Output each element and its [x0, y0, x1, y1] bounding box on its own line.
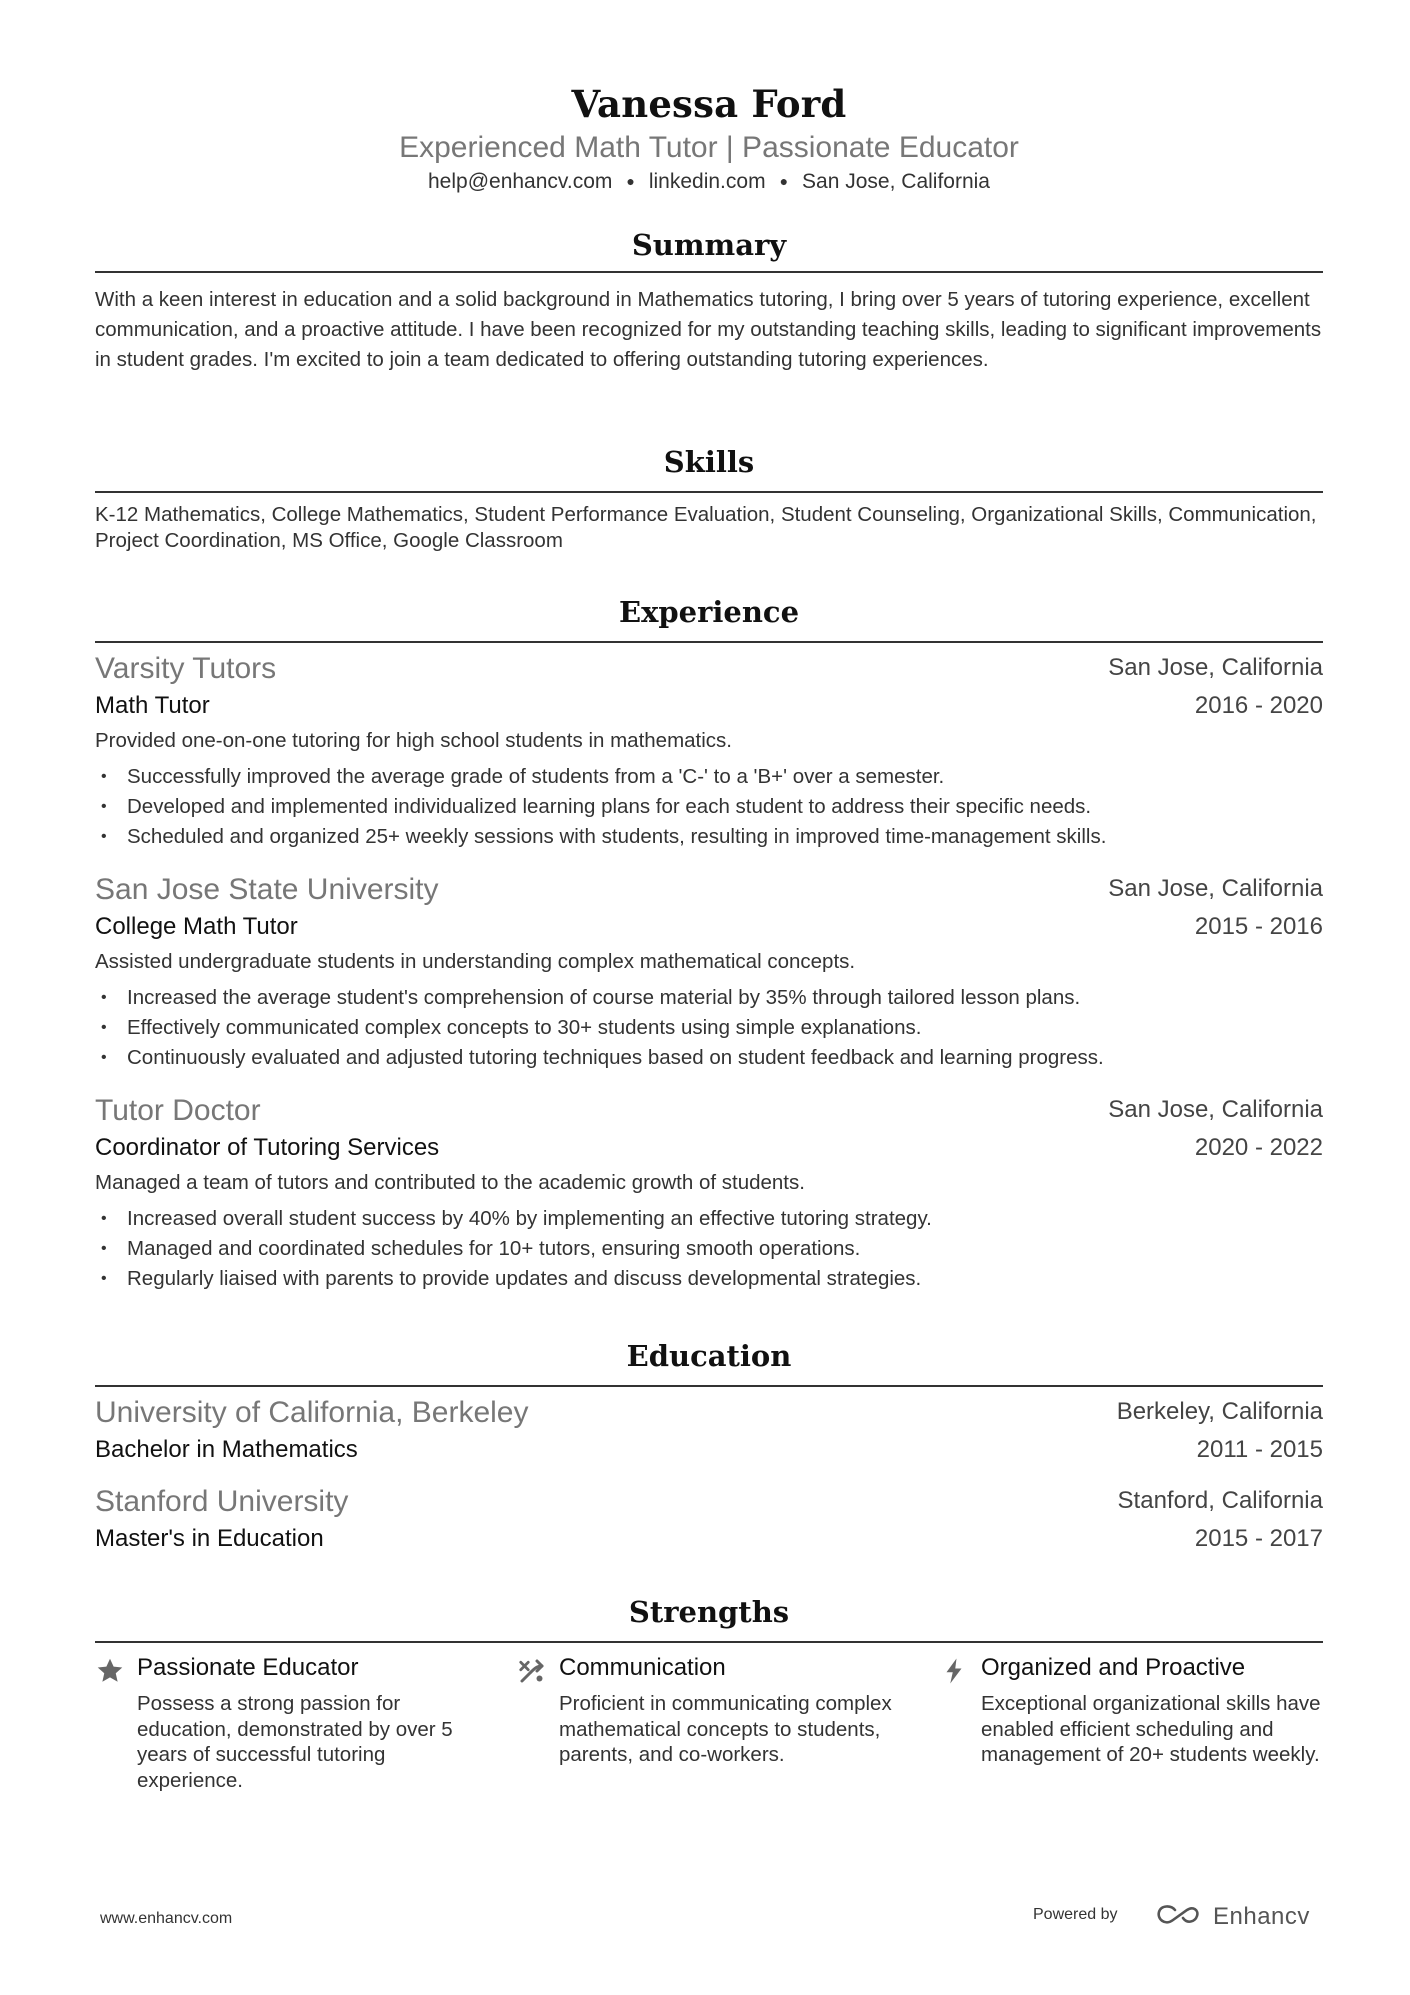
- list-item: • Successfully improved the average grade of students from a 'C-' to a 'B+' over a semester.: [95, 762, 1106, 792]
- strength-text: Possess a strong passion for education, demonstrated by over 5 years of successful tutoring experience.: [137, 1692, 453, 1792]
- job-dates: 2015 - 2016: [1194, 913, 1323, 940]
- job-description: Provided one-on-one tutoring for high school students in mathematics.: [95, 729, 733, 752]
- school-name: University of California, Berkeley: [95, 1396, 529, 1429]
- contact-line: [95, 170, 1323, 194]
- job-title: College Math Tutor: [95, 913, 298, 940]
- company-name: Varsity Tutors: [95, 652, 277, 685]
- list-item: • Developed and implemented individualized learning plans for each student to address their specific needs.: [95, 792, 1106, 822]
- job-description: Managed a team of tutors and contributed to the academic growth of students.: [95, 1171, 805, 1194]
- school-name: Stanford University: [95, 1485, 349, 1518]
- contact-linkedin[interactable]: linkedin.com: [648, 170, 766, 193]
- summary-heading: Summary: [631, 228, 787, 262]
- strength-text: Exceptional organizational skills have enabled efficient scheduling and management of 20+ students weekly.: [981, 1692, 1321, 1766]
- skills-heading: Skills: [663, 445, 755, 479]
- job-location: San Jose, California: [1108, 1096, 1323, 1123]
- contact-email[interactable]: help@enhancv.com: [428, 170, 613, 193]
- enhancv-logo-text: Enhancv: [1213, 1903, 1310, 1930]
- job-description: Assisted undergraduate students in understanding complex mathematical concepts.: [95, 950, 856, 973]
- footer-website[interactable]: www.enhancv.com: [100, 1910, 233, 1927]
- job-dates: 2016 - 2020: [1194, 692, 1323, 719]
- section-divider: [95, 1641, 1323, 1643]
- strength-title: Organized and Proactive: [981, 1654, 1246, 1681]
- job-title: Coordinator of Tutoring Services: [95, 1134, 440, 1161]
- job-location: San Jose, California: [1108, 875, 1323, 902]
- list-item: • Regularly liaised with parents to provide updates and discuss developmental strategies.: [95, 1264, 932, 1294]
- job-bullets: [95, 1204, 932, 1294]
- degree: Bachelor in Mathematics: [95, 1436, 358, 1463]
- lightning-icon: [939, 1656, 969, 1686]
- list-item: • Continuously evaluated and adjusted tutoring techniques based on student feedback and learning progress.: [95, 1043, 1104, 1073]
- section-divider: [95, 1385, 1323, 1387]
- strength-text: Proficient in communicating complex mathematical concepts to students, parents, and co-workers.: [559, 1692, 892, 1766]
- enhancv-logo-icon: [1153, 1902, 1203, 1932]
- section-divider: [95, 491, 1323, 493]
- strength-title: Communication: [559, 1654, 726, 1681]
- experience-heading: Experience: [618, 595, 800, 629]
- job-location: San Jose, California: [1108, 654, 1323, 681]
- job-dates: 2020 - 2022: [1194, 1134, 1323, 1161]
- separator-dot: ●: [626, 173, 635, 189]
- section-divider: [95, 641, 1323, 643]
- star-icon: [95, 1656, 125, 1686]
- job-bullets: [95, 983, 1104, 1073]
- summary-text: With a keen interest in education and a solid background in Mathematics tutoring, I bring over 5 years of tutoring experience, excellent communication, and a proactive attitude. I have been recognized for my outstanding teaching skills, leading to significant improvements in student grades. I'm excited to join a team dedicated to offering outstanding tutoring experiences.: [95, 288, 1322, 371]
- skills-text: K-12 Mathematics, College Mathematics, Student Performance Evaluation, Student Counseling, Organizational Skills, Communication, Project Coordination, MS Office, Google Classroom: [95, 503, 1317, 552]
- list-item: • Increased the average student's comprehension of course material by 35% through tailored lesson plans.: [95, 983, 1104, 1013]
- footer-powered-by: Powered by: [1033, 1906, 1118, 1923]
- candidate-tagline: Experienced Math Tutor | Passionate Educator: [399, 131, 1019, 164]
- contact-location: San Jose, California: [802, 170, 990, 193]
- separator-dot: ●: [779, 173, 789, 189]
- job-title: Math Tutor: [95, 692, 210, 719]
- enhancv-logo[interactable]: [1153, 1900, 1313, 1934]
- school-location: Stanford, California: [1117, 1487, 1323, 1514]
- school-location: Berkeley, California: [1116, 1398, 1323, 1425]
- company-name: Tutor Doctor: [95, 1094, 261, 1127]
- education-heading: Education: [626, 1339, 792, 1373]
- list-item: • Scheduled and organized 25+ weekly sessions with students, resulting in improved time-management skills.: [95, 822, 1106, 852]
- strength-title: Passionate Educator: [137, 1654, 359, 1681]
- degree: Master's in Education: [95, 1525, 324, 1552]
- education-dates: 2011 - 2015: [1196, 1436, 1323, 1463]
- list-item: • Effectively communicated complex concepts to 30+ students using simple explanations.: [95, 1013, 1104, 1043]
- strengths-heading: Strengths: [628, 1595, 790, 1629]
- list-item: • Increased overall student success by 40% by implementing an effective tutoring strategy.: [95, 1204, 932, 1234]
- education-dates: 2015 - 2017: [1194, 1525, 1323, 1552]
- candidate-name: Vanessa Ford: [571, 82, 847, 126]
- communication-icon: [517, 1656, 547, 1686]
- list-item: • Managed and coordinated schedules for 10+ tutors, ensuring smooth operations.: [95, 1234, 932, 1264]
- section-divider: [95, 271, 1323, 273]
- company-name: San Jose State University: [95, 873, 439, 906]
- job-bullets: [95, 762, 1106, 852]
